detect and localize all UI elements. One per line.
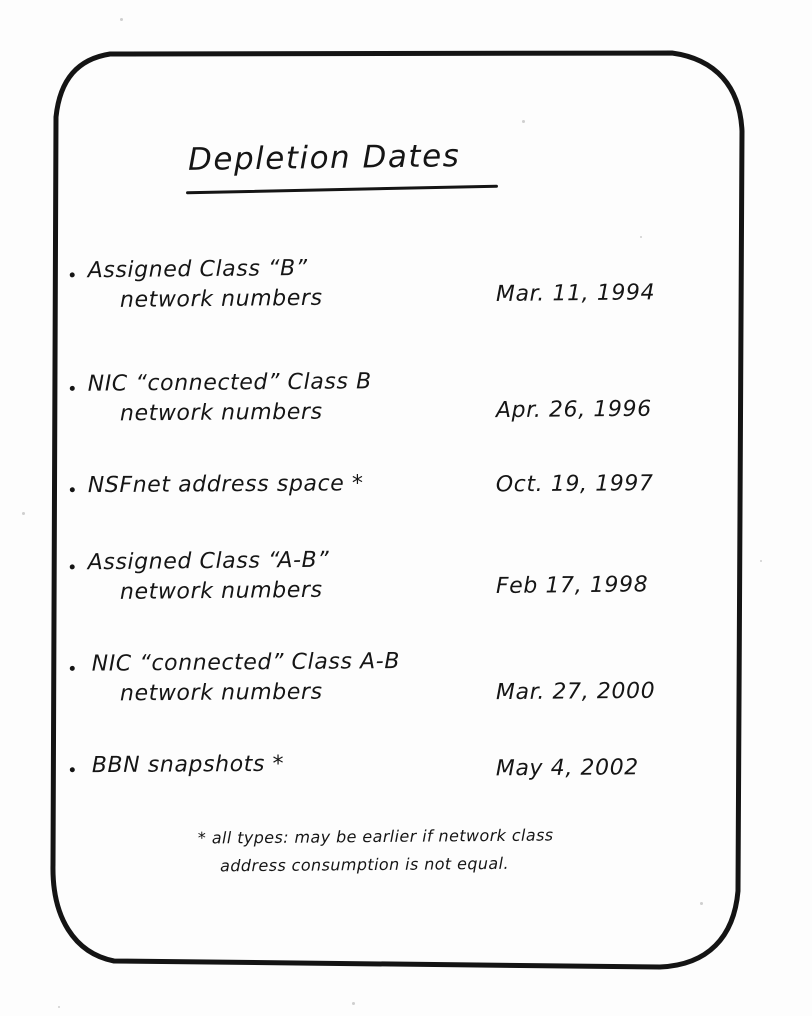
bullet-icon bbox=[70, 666, 75, 671]
slide-content bbox=[48, 45, 748, 975]
bullet-icon bbox=[70, 767, 75, 772]
item-line2: network numbers bbox=[119, 577, 323, 605]
item-line1: Assigned Class “A-B” bbox=[87, 547, 330, 576]
footnote bbox=[198, 821, 554, 880]
bullet-icon bbox=[70, 386, 75, 391]
item-line1: NIC “connected” Class B bbox=[87, 369, 372, 397]
title-underline bbox=[186, 185, 498, 195]
item-line2: network numbers bbox=[119, 679, 323, 707]
item-line2: network numbers bbox=[119, 399, 323, 427]
scan-speck bbox=[352, 1002, 355, 1005]
footnote-line2: address consumption is not equal. bbox=[220, 853, 510, 876]
scan-speck bbox=[120, 18, 123, 21]
bullet-icon bbox=[70, 564, 75, 569]
list-item bbox=[48, 549, 749, 634]
item-date: Mar. 27, 2000 bbox=[495, 678, 656, 706]
scan-speck bbox=[760, 560, 762, 562]
list-item bbox=[48, 369, 749, 456]
bullet-icon bbox=[70, 487, 75, 492]
page-title: Depletion Dates bbox=[187, 138, 461, 178]
item-line1: BBN snapshots * bbox=[91, 751, 285, 779]
list-item bbox=[48, 648, 749, 736]
item-date: Feb 17, 1998 bbox=[495, 572, 649, 599]
list-item bbox=[48, 257, 749, 342]
scan-speck bbox=[22, 512, 25, 515]
scan-speck bbox=[58, 1006, 60, 1008]
item-line1: Assigned Class “B” bbox=[87, 255, 308, 284]
bullet-icon bbox=[70, 272, 75, 277]
item-date: Oct. 19, 1997 bbox=[495, 471, 654, 498]
item-date: Mar. 11, 1994 bbox=[495, 280, 656, 307]
item-line1: NSFnet address space * bbox=[87, 471, 364, 499]
item-date: May 4, 2002 bbox=[495, 755, 639, 782]
item-line1: NIC “connected” Class A-B bbox=[91, 648, 401, 677]
list-item bbox=[48, 471, 749, 558]
footnote-line1: * all types: may be earlier if network class bbox=[197, 825, 554, 848]
item-line2: network numbers bbox=[119, 285, 323, 313]
item-date: Apr. 26, 1996 bbox=[495, 396, 652, 424]
